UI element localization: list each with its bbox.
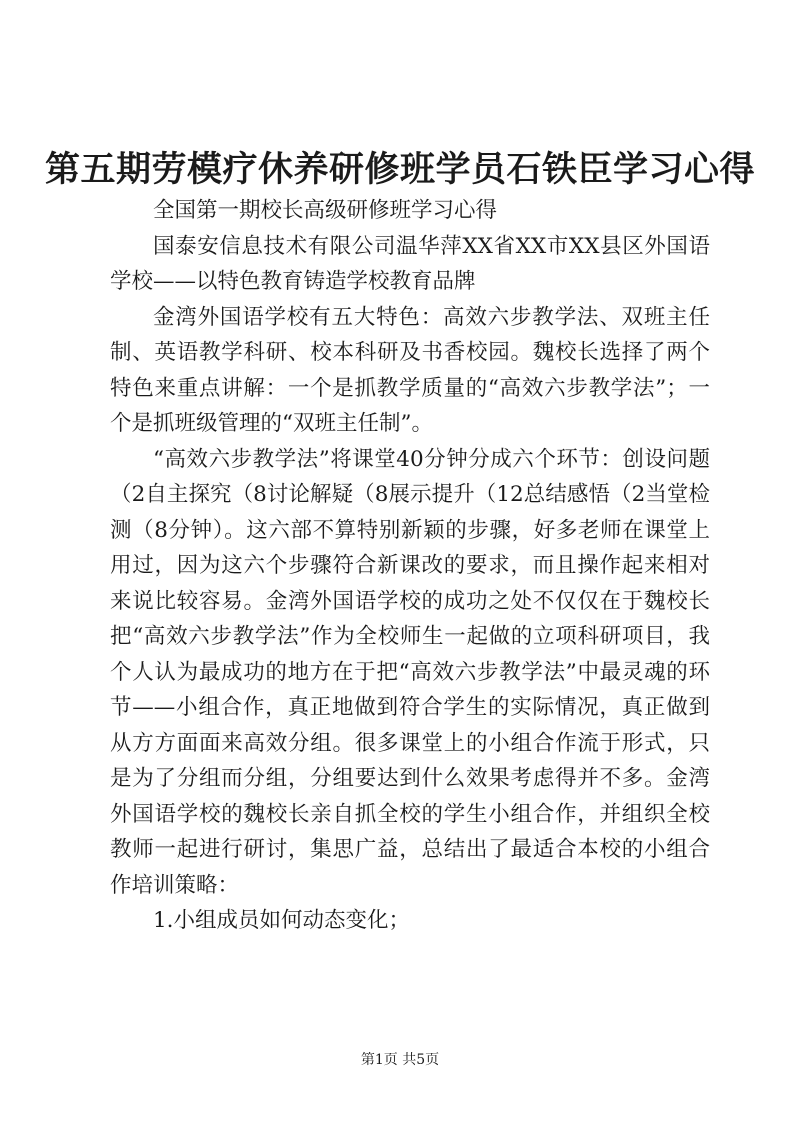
document-title: 第五期劳模疗休养研修班学员石铁臣学习心得 [44, 149, 755, 190]
paragraph-subtitle: 全国第一期校长高级研修班学习心得 [153, 198, 498, 223]
paragraph-five-features: 金湾外国语学校有五大特色：高效六步教学法、双班主任制、英语教学科研、校本科研及书香校园。魏校长选择了两个特色来重点讲解：一个是抓教学质量的“高效六步教学法”；一个是抓班级管理的“双班主任制”。 [110, 304, 710, 436]
page-footer: 第1页 共5页 [360, 1052, 440, 1068]
paragraph-author-school: 国泰安信息技术有限公司温华萍XX省XX市XX县区外国语学校——以特色教育铸造学校教育品牌 [110, 233, 710, 294]
document-body [110, 193, 710, 939]
paragraph-six-step-method: “高效六步教学法”将课堂40分钟分成六个环节：创设问题（2自主探究（8讨论解疑（8展示提升（12总结感悟（2当堂检测（8分钟）。这六部不算特别新颖的步骤，好多老师在课堂上用过，因为这六个步骤符合新课改的要求，而且操作起来相对来说比较容易。金湾外国语学校的成功之处不仅仅在于魏校长把“高效六步教学法”作为全校师生一起做的立项科研项目，我个人认为最成功的地方在于把“高效六步教学法”中最灵魂的环节——小组合作，真正地做到符合学生的实际情况，真正做到从方方面面来高效分组。很多课堂上的小组合作流于形式，只是为了分组而分组，分组要达到什么效果考虑得并不多。金湾外国语学校的魏校长亲自抓全校的学生小组合作，并组织全校教师一起进行研讨，集思广益，总结出了最适合本校的小组合作培训策略： [110, 446, 710, 898]
paragraph-list-item-1: 1.小组成员如何动态变化； [153, 908, 411, 933]
